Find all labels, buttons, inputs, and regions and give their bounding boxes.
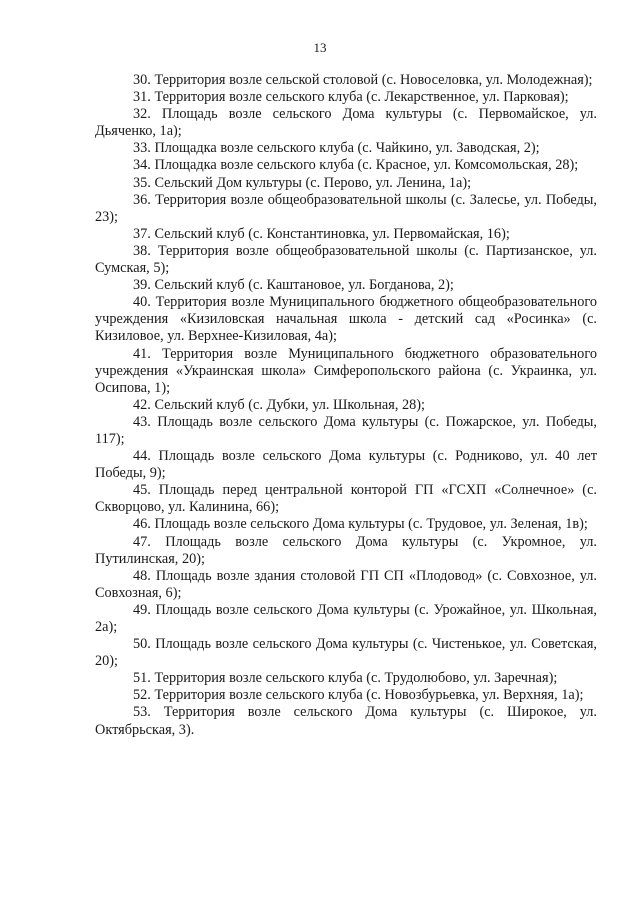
list-item: 31. Территория возле сельского клуба (с. Лекарственное, ул. Парковая); [133,89,569,106]
list-item: 42. Сельский клуб (с. Дубки, ул. Школьная, 28); [133,396,426,413]
list-item: 39. Сельский клуб (с. Каштановое, ул. Богданова, 2); [133,277,454,294]
list-item: 47. Площадь возле сельского Дома культуры (с. Укромное, ул. Путилинская, 20); [95,533,597,567]
list-item: 36. Территория возле общеобразовательной школы (с. Залесье, ул. Победы, 23); [95,191,597,225]
page-number: 13 [313,40,327,55]
list-item: 33. Площадка возле сельского клуба (с. Чайкино, ул. Заводская, 2); [133,140,540,157]
list-item: 41. Территория возле Муниципального бюджетного образовательного учреждения «Украинская школа» Симферопольского района (с. Украинка, ул. Осипова, 1); [95,345,597,396]
list-item: 48. Площадь возле здания столовой ГП СП «Плодовод» (с. Совхозное, ул. Совхозная, 6); [95,567,597,601]
list-item: 45. Площадь перед центральной конторой ГП «ГСХП «Солнечное» (с. Скворцово, ул. Калинина, 66); [95,482,597,516]
list-item: 40. Территория возле Муниципального бюджетного общеобразовательного учреждения «Кизиловская начальная школа - детский сад «Росинка» (с. Кизиловое, ул. Верхнее-Кизиловая, 4а); [95,294,597,345]
address-list [95,72,597,739]
list-item: 37. Сельский клуб (с. Константиновка, ул. Первомайская, 16); [133,225,510,242]
list-item: 32. Площадь возле сельского Дома культуры (с. Первомайское, ул. Дьяченко, 1а); [95,106,597,140]
list-item: 52. Территория возле сельского клуба (с. Новозбурьевка, ул. Верхняя, 1а); [133,687,584,704]
list-item: 43. Площадь возле сельского Дома культуры (с. Пожарское, ул. Победы, 117); [95,413,597,447]
list-item: 46. Площадь возле сельского Дома культуры (с. Трудовое, ул. Зеленая, 1в); [133,516,588,533]
list-item: 50. Площадь возле сельского Дома культуры (с. Чистенькое, ул. Советская, 20); [95,636,597,670]
list-item: 49. Площадь возле сельского Дома культуры (с. Урожайное, ул. Школьная, 2а); [95,601,597,635]
list-item: 51. Территория возле сельского клуба (с. Трудолюбово, ул. Заречная); [133,670,558,687]
list-item: 44. Площадь возле сельского Дома культуры (с. Родниково, ул. 40 лет Победы, 9); [95,448,597,482]
list-item: 30. Территория возле сельской столовой (с. Новоселовка, ул. Молодежная); [133,72,593,88]
list-item: 34. Площадка возле сельского клуба (с. Красное, ул. Комсомольская, 28); [133,157,579,174]
list-item: 35. Сельский Дом культуры (с. Перово, ул. Ленина, 1а); [133,174,472,191]
list-item: 38. Территория возле общеобразовательной школы (с. Партизанское, ул. Сумская, 5); [95,242,597,277]
list-item: 53. Территория возле сельского Дома культуры (с. Широкое, ул. Октябрьская, 3). [95,704,597,738]
